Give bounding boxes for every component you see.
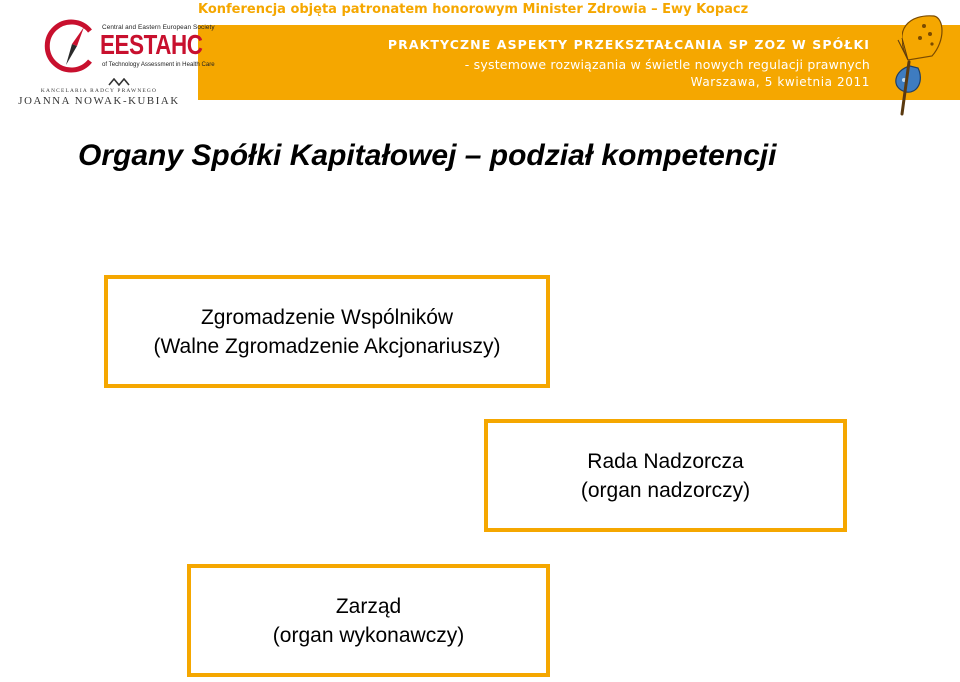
firm-name: JOANNA NOWAK-KUBIAK <box>18 95 180 107</box>
organ-description: (Walne Zgromadzenie Akcjonariuszy) <box>153 334 501 358</box>
organ-name: Zgromadzenie Wspólników <box>200 305 454 329</box>
logo-acronym: EESTAHC <box>100 29 203 60</box>
logo-org-top: Central and Eastern European Society <box>102 24 215 31</box>
organ-description: (organ wykonawczy) <box>272 623 465 647</box>
logo-panel <box>0 0 215 112</box>
organ-description: (organ nadzorczy) <box>580 478 751 502</box>
conference-title: PRAKTYCZNE ASPEKTY PRZEKSZTAŁCANIA SP ZOZ W SPÓŁKI <box>387 37 870 52</box>
organ-name: Zarząd <box>335 594 402 618</box>
compass-logo-icon <box>44 19 98 73</box>
organ-box-assembly <box>104 275 550 388</box>
firm-mark-icon <box>108 78 130 86</box>
firm-subtitle: KANCELARIA RADCY PRAWNEGO <box>40 88 158 94</box>
organ-name: Rada Nadzorcza <box>587 449 744 473</box>
conference-date: Warszawa, 5 kwietnia 2011 <box>690 75 870 89</box>
butterfly-icon <box>872 10 952 120</box>
organ-box-management-board <box>187 564 550 677</box>
page-title: Organy Spółki Kapitałowej – podział kompetencji <box>78 139 777 172</box>
conference-subtitle: - systemowe rozwiązania w świetle nowych regulacji prawnych <box>464 57 870 72</box>
patronage-line: Konferencja objęta patronatem honorowym Minister Zdrowia – Ewy Kopacz <box>198 2 749 17</box>
organ-box-supervisory-board <box>484 419 847 532</box>
logo-org-bottom: of Technology Assessment in Health Care <box>102 61 215 68</box>
